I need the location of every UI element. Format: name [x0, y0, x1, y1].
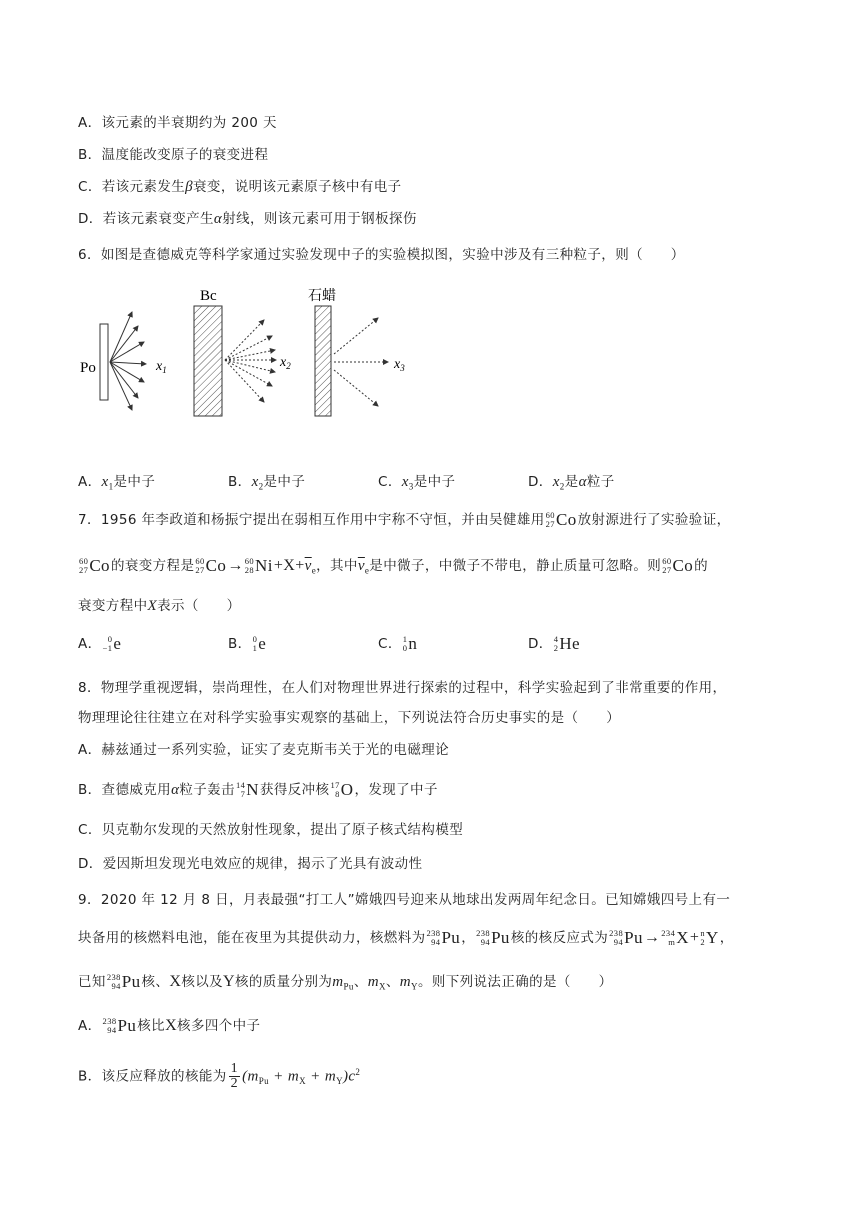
paraffin-rays [334, 318, 388, 406]
option-prefix: B． [228, 636, 252, 652]
arrow: → [643, 929, 661, 946]
co60-nuclide: 60 27 Co [195, 556, 227, 575]
q8-b-text: 粒子轰击 [179, 782, 235, 798]
bc-label: Bc [200, 288, 217, 304]
bc-block [194, 306, 222, 416]
pu238-nuclide: 238 94 Pu [426, 928, 461, 947]
q6-stem: 6．如图是查德威克等科学家通过实验发现中子的实验模拟图，实验中涉及有三种粒子，则（ ） [78, 247, 685, 263]
half-fraction: $\frac{1}{2}$ [230, 1061, 239, 1091]
mass-y: m [399, 974, 412, 990]
nu-sub: e [364, 565, 370, 576]
q6-option-a [78, 472, 155, 497]
var-sub: 3 [408, 481, 414, 492]
electron-nuclide: 0 −1 e [102, 634, 122, 653]
q5-option-d [78, 209, 417, 229]
mass-sub: X [378, 981, 386, 992]
option-text: 核比 [137, 1018, 166, 1034]
nu-sub: e [311, 565, 317, 576]
q7-text: 是中微子，中微子不带电，静止质量可忽略。则 [369, 558, 662, 574]
pu238-nuclide: 238 94 Pu [476, 928, 510, 947]
q7-line-3 [78, 596, 240, 616]
po-label: Po [80, 360, 96, 376]
positron-nuclide: 0 1 e [252, 634, 267, 653]
mass-sub: Y [411, 981, 418, 992]
po-source [100, 324, 108, 400]
helium-nuclide: 4 2 He [553, 634, 580, 653]
option-prefix: B． [228, 474, 252, 490]
q8-option-d: D．爱因斯坦发现光电效应的规律，揭示了光具有波动性 [78, 856, 423, 872]
q8-stem-2: 物理理论往往建立在对科学实验事实观察的基础上，下列说法符合历史事实的是（ ） [78, 710, 621, 726]
q9-text: 块备用的核燃料电池，能在夜里为其提供动力，核燃料为 [78, 930, 426, 946]
option-prefix: A． [78, 636, 102, 652]
q7-line-1 [78, 510, 731, 530]
q8-option-b [78, 780, 438, 800]
q5-option-a: A．该元素的半衰期约为 200 天 [78, 115, 277, 131]
option-prefix: A． [78, 1018, 102, 1034]
q9-text: 。则下列说法正确的是（ ） [417, 974, 613, 990]
q7-text: 的 [694, 558, 709, 574]
x3-label: $x_3$ [394, 357, 405, 373]
alpha-symbol: α [578, 474, 587, 490]
q7-option-d [528, 634, 581, 654]
plus-x: +X+ [273, 557, 305, 574]
x-symbol: X [165, 1017, 178, 1034]
q7-text: ，其中 [316, 558, 358, 574]
arrow: → [227, 557, 244, 574]
mass-sub: X [299, 1076, 306, 1087]
option-prefix: D． [528, 474, 553, 490]
o17-nuclide: 17 8 O [330, 780, 354, 799]
var-x: x [251, 474, 259, 490]
q5-c-text-end: 衰变，说明该元素原子核中有电子 [193, 179, 402, 195]
mass-pu: m [332, 974, 344, 990]
x2-label: $x_2$ [280, 355, 291, 371]
q9-stem-1: 9．2020 年 12 月 8 日，月表最强“打工人”嫦娥四号迎来从地球出发两周年纪念日。已知嫦娥四号上有一 [78, 892, 731, 908]
q7-text: 表示（ ） [157, 598, 241, 614]
q9-text: ， [719, 930, 734, 946]
x-nuclide: 234 m X [661, 928, 689, 947]
po-rays [110, 312, 146, 410]
q9-text: 核的质量分别为 [234, 974, 333, 990]
pu238-nuclide: 238 94 Pu [102, 1016, 137, 1035]
var-sub: 1 [108, 481, 114, 492]
beta-symbol: β [185, 179, 194, 195]
q6-option-c [378, 472, 455, 497]
pu238-nuclide: 238 94 Pu [609, 928, 643, 947]
var-sub: 2 [559, 481, 565, 492]
separator: 、 [385, 974, 400, 990]
q9-option-b [78, 1062, 360, 1091]
co60-nuclide: 60 27 Co [662, 556, 694, 575]
q9-stem-2 [78, 928, 734, 948]
var-sub: 2 [258, 481, 264, 492]
var-x: x [401, 474, 409, 490]
option-prefix: D． [528, 636, 553, 652]
q9-text: 核、 [141, 974, 170, 990]
energy-expr: + m [306, 1068, 337, 1085]
var-x: x [101, 474, 109, 490]
plus: + [689, 929, 700, 946]
antineutrino: $\overline{v}$ [304, 558, 312, 574]
q6-option-b [228, 472, 305, 497]
mass-x: m [367, 974, 379, 990]
option-text: 是中子 [413, 474, 456, 490]
co60-nuclide: 60 27 Co [79, 556, 110, 575]
pu238-nuclide: 238 94 Pu [106, 972, 141, 991]
q7-option-b [228, 634, 267, 654]
option-prefix: C． [378, 474, 402, 490]
q5-d-text: D．若该元素衰变产生 [78, 211, 214, 227]
n14-nuclide: 14 7 N [235, 780, 259, 799]
q7-option-a [78, 634, 122, 654]
y-symbol: Y [223, 973, 235, 990]
q8-option-a: A．赫兹通过一系列实验，证实了麦克斯韦关于光的电磁理论 [78, 742, 450, 758]
paraffin-block [315, 306, 331, 416]
neutron-nuclide: 1 0 n [402, 634, 418, 653]
q8-b-text: B．查德威克用 [78, 782, 172, 798]
mass-sub: Pu [258, 1076, 270, 1087]
option-text: 是 [564, 474, 579, 490]
q8-option-c: C．贝克勒尔发现的天然放射性现象，提出了原子核式结构模型 [78, 822, 464, 838]
q5-c-text: C．若该元素发生 [78, 179, 186, 195]
q9-text: 核的核反应式为 [510, 930, 609, 946]
option-text-end: 粒子 [586, 474, 615, 490]
q7-text-end: 放射源进行了实验验证， [577, 512, 731, 528]
co60-nuclide: 60 27 Co [545, 510, 577, 529]
alpha-symbol: α [213, 211, 223, 227]
var-x: x [552, 474, 560, 490]
q9-text: 已知 [78, 974, 106, 990]
option-prefix: C． [378, 636, 402, 652]
q7-option-c [378, 634, 418, 654]
energy-expr: )c [342, 1068, 356, 1085]
option-text: 是中子 [263, 474, 306, 490]
q6-option-d [528, 472, 615, 497]
mass-sub: Y [336, 1076, 343, 1087]
q5-option-c [78, 177, 402, 197]
q9-stem-3 [78, 972, 613, 997]
x1-label: $x_1$ [156, 359, 167, 375]
q9-text: 核以及 [181, 974, 224, 990]
paraffin-label: 石蜡 [308, 289, 336, 304]
chadwick-experiment-figure [70, 282, 430, 422]
q5-option-b: B．温度能改变原子的衰变进程 [78, 147, 269, 163]
option-prefix: B．该反应释放的核能为 [78, 1068, 227, 1085]
energy-expr: (m [242, 1068, 259, 1085]
mass-sub: Pu [343, 981, 354, 992]
separator: 、 [353, 974, 368, 990]
q7-text: 衰变方程中 [78, 598, 148, 614]
q9-text: ， [461, 930, 476, 946]
q5-d-text-end: 射线，则该元素可用于钢板探伤 [222, 211, 417, 227]
option-text: 核多四个中子 [177, 1018, 261, 1034]
var-x: X [147, 598, 158, 614]
antineutrino: $\overline{v}$ [357, 558, 365, 574]
bc-rays [225, 320, 276, 402]
energy-expr: + m [269, 1068, 300, 1085]
x-symbol: X [169, 973, 182, 990]
q9-option-a [78, 1016, 260, 1036]
option-text: 是中子 [113, 474, 156, 490]
q7-text: 7．1956 年李政道和杨振宁提出在弱相互作用中宇称不守恒，并由吴健雄用 [78, 512, 545, 528]
q8-b-text: 获得反冲核 [259, 782, 330, 798]
q7-line-2 [78, 556, 708, 581]
ni60-nuclide: 60 28 Ni [244, 556, 273, 575]
q8-b-text: ，发现了中子 [354, 782, 438, 798]
q8-stem-1: 8．物理学重视逻辑，崇尚理性，在人们对物理世界进行探索的过程中，科学实验起到了非常重要的作用， [78, 680, 727, 696]
y-nuclide: n 2 Y [700, 928, 719, 947]
power: 2 [355, 1067, 361, 1077]
q7-text: 的衰变方程是 [110, 558, 195, 574]
alpha-symbol: α [171, 782, 180, 798]
option-prefix: A． [78, 474, 102, 490]
